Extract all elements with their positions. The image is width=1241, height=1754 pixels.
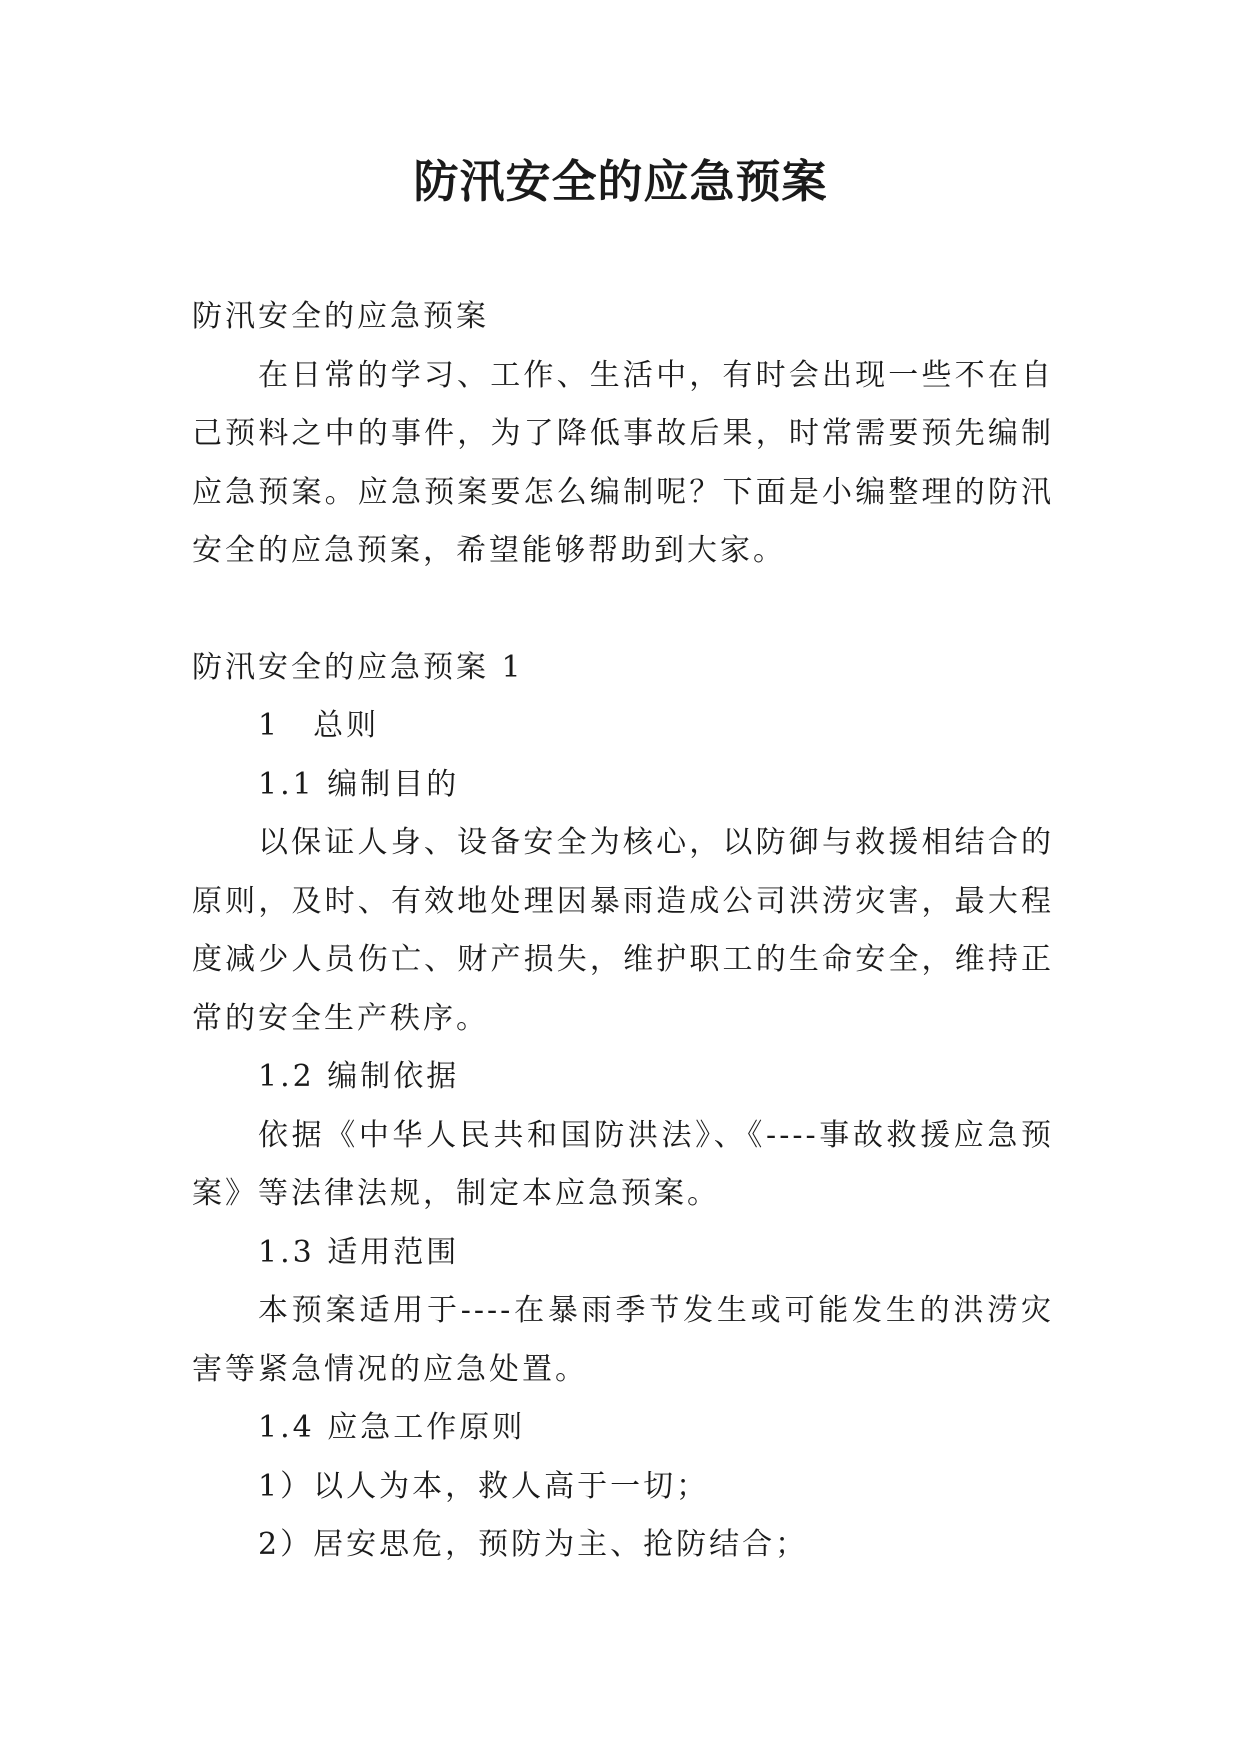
purpose-paragraph: 以保证人身、设备安全为核心，以防御与救援相结合的原则，及时、有效地处理因暴雨造成公司洪涝灾害，最大程度减少人员伤亡、财产损失，维护职工的生命安全，维持正常的安全生产秩序。 xyxy=(192,825,1054,1036)
intro-paragraph: 在日常的学习、工作、生活中，有时会出现一些不在自己预料之中的事件，为了降低事故后果，时常需要预先编制应急预案。应急预案要怎么编制呢？下面是小编整理的防汛安全的应急预案，希望能够帮助到大家。 xyxy=(192,357,1054,568)
section-heading: 防汛安全的应急预案 1 xyxy=(192,649,524,685)
subtitle-paragraph: 防汛安全的应急预案 xyxy=(192,299,489,334)
heading-scope: 1.3 适用范围 xyxy=(258,1234,460,1270)
document-title: 防汛安全的应急预案 xyxy=(413,155,828,208)
principle-item-2: 2）居安思危，预防为主、抢防结合； xyxy=(258,1527,809,1562)
heading-work-principles: 1.4 应急工作原则 xyxy=(258,1410,526,1445)
paragraph-spacer xyxy=(192,581,1054,639)
heading-general-principles: 1 总则 xyxy=(258,708,380,743)
basis-paragraph: 依据《中华人民共和国防洪法》、《----事故救援应急预案》等法律法规，制定本应急预案。 xyxy=(192,1117,1054,1211)
heading-purpose: 1.1 编制目的 xyxy=(258,766,460,802)
scope-paragraph: 本预案适用于----在暴雨季节发生或可能发生的洪涝灾害等紧急情况的应急处置。 xyxy=(192,1293,1054,1387)
heading-basis: 1.2 编制依据 xyxy=(258,1059,460,1094)
principle-item-1: 1）以人为本，救人高于一切； xyxy=(258,1468,710,1504)
document-body xyxy=(192,288,1054,1575)
